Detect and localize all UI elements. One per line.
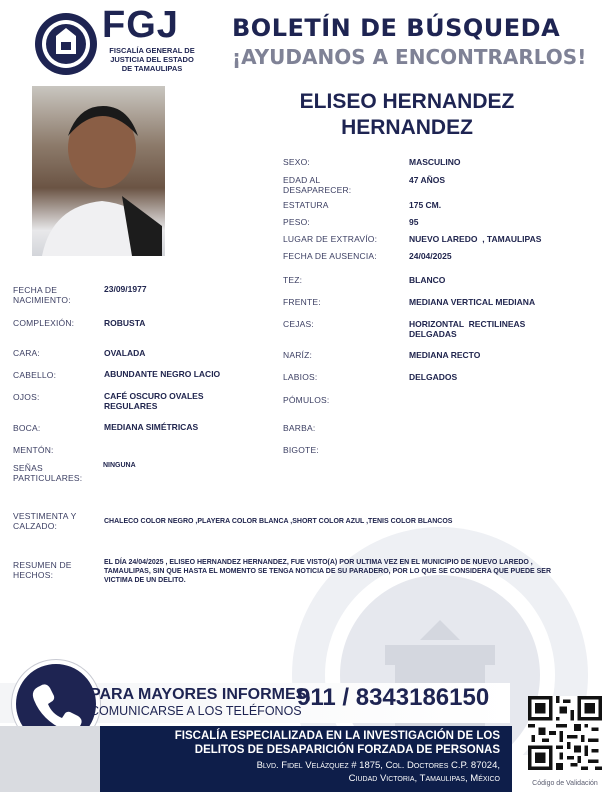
address-line-1: Blvd. Fidel Velázquez # 1875, Col. Doctores C.P. 87024, [256,760,500,771]
absence-date-value: 24/04/2025 [409,251,452,261]
clothing-label: VESTIMENTA Y CALZADO: [13,511,77,531]
sex-value: MASCULINO [409,157,461,167]
mouth-label: BOCA: [13,423,41,433]
eyes-label: OJOS: [13,392,40,402]
state-seal-icon [34,12,98,76]
person-name-line-1: ELISEO HERNANDEZ [299,90,515,113]
page-title: BOLETÍN DE BÚSQUEDA [232,14,561,42]
eyebrows-label: CEJAS: [283,319,314,329]
qr-caption: Código de Validación [532,780,598,787]
height-label: ESTATURA [283,200,329,210]
weight-label: PESO: [283,217,310,227]
chin-label: MENTÓN: [13,445,54,455]
phone-numbers: 911 / 8343186150 [297,684,490,711]
agency-line-2: JUSTICIA DEL ESTADO [110,55,194,64]
age-value: 47 AÑOS [409,175,446,185]
face-label: CARA: [13,348,40,358]
agency-line-1: FISCALÍA GENERAL DE [109,46,195,55]
weight-value: 95 [409,217,419,227]
contact-line-2: COMUNICARSE A LOS TELÉFONOS [90,704,302,718]
forehead-value: MEDIANA VERTICAL MEDIANA [409,297,536,307]
sex-label: SEXO: [283,157,310,167]
hair-value: ABUNDANTE NEGRO LACIO [104,369,221,379]
footer-line-1: FISCALÍA ESPECIALIZADA EN LA INVESTIGACIÓN DE LOS [174,730,500,742]
address-line-2: Ciudad Victoria, Tamaulipas, México [348,773,500,784]
contact-line-1: PARA MAYORES INFORMES, [90,686,311,703]
cheekbones-label: PÓMULOS: [283,395,330,405]
age-label: EDAD AL DESAPARECER: [283,175,352,195]
nose-value: MEDIANA RECTO [409,350,481,360]
mouth-value: MEDIANA SIMÉTRICAS [104,422,199,432]
eyebrows-value: HORIZONTAL RECTILINEAS DELGADAS [409,319,528,339]
location-label: LUGAR DE EXTRAVÍO: [283,234,378,244]
gray-band [0,726,100,792]
nose-label: NARÍZ: [283,350,313,360]
marks-label: SEÑAS PARTICULARES: [13,463,83,483]
build-value: ROBUSTA [104,318,146,328]
hair-label: CABELLO: [13,370,57,380]
marks-value: NINGUNA [103,462,136,469]
person-name-line-2: HERNANDEZ [341,116,473,139]
height-value: 175 CM. [409,200,442,210]
absence-date-label: FECHA DE AUSENCIA: [283,251,377,261]
clothing-value: CHALECO COLOR NEGRO ,PLAYERA COLOR BLANCA ,SHORT COLOR AZUL ,TENIS COLOR BLANCOS [104,518,453,525]
forehead-label: FRENTE: [283,297,321,307]
validation-qr-code[interactable] [528,696,602,770]
location-value: NUEVO LAREDO , TAMAULIPAS [409,234,542,244]
beard-label: BARBA: [283,423,316,433]
birthdate-value: 23/09/1977 [104,284,147,294]
page-subtitle: ¡AYUDANOS A ENCONTRARLOS! [232,45,587,69]
skin-value: BLANCO [409,275,446,285]
mustache-label: BIGOTE: [283,445,319,455]
summary-label: RESUMEN DE HECHOS: [13,560,72,580]
agency-line-3: DE TAMAULIPAS [121,64,183,73]
build-label: COMPLEXIÓN: [13,318,75,328]
fgj-logo [34,4,195,80]
birthdate-label: FECHA DE NACIMIENTO: [13,285,71,305]
skin-label: TEZ: [283,275,303,285]
face-value: OVALADA [104,348,146,358]
summary-value: EL DÍA 24/04/2025 , ELISEO HERNANDEZ HERNANDEZ, FUE VISTO(A) POR ULTIMA VEZ EN EL MUNICIPIO DE NUEVO LAREDO , TAMAULIPAS, SIN QUE HASTA EL MOMENTO SE TENGA NOTICIA DE SU PARADERO, POR LO QUE SE CONSIDERA QUE PUEDE SER VICTIMA DE UN DELITO. [104,559,552,584]
missing-person-photo [32,86,165,256]
lips-label: LABIOS: [283,372,318,382]
eyes-value: CAFÉ OSCURO OVALES REGULARES [104,391,204,411]
brand-text: FGJ [102,4,179,46]
lips-value: DELGADOS [409,372,458,382]
footer-line-2: DELITOS DE DESAPARICIÓN FORZADA DE PERSONAS [194,744,500,756]
